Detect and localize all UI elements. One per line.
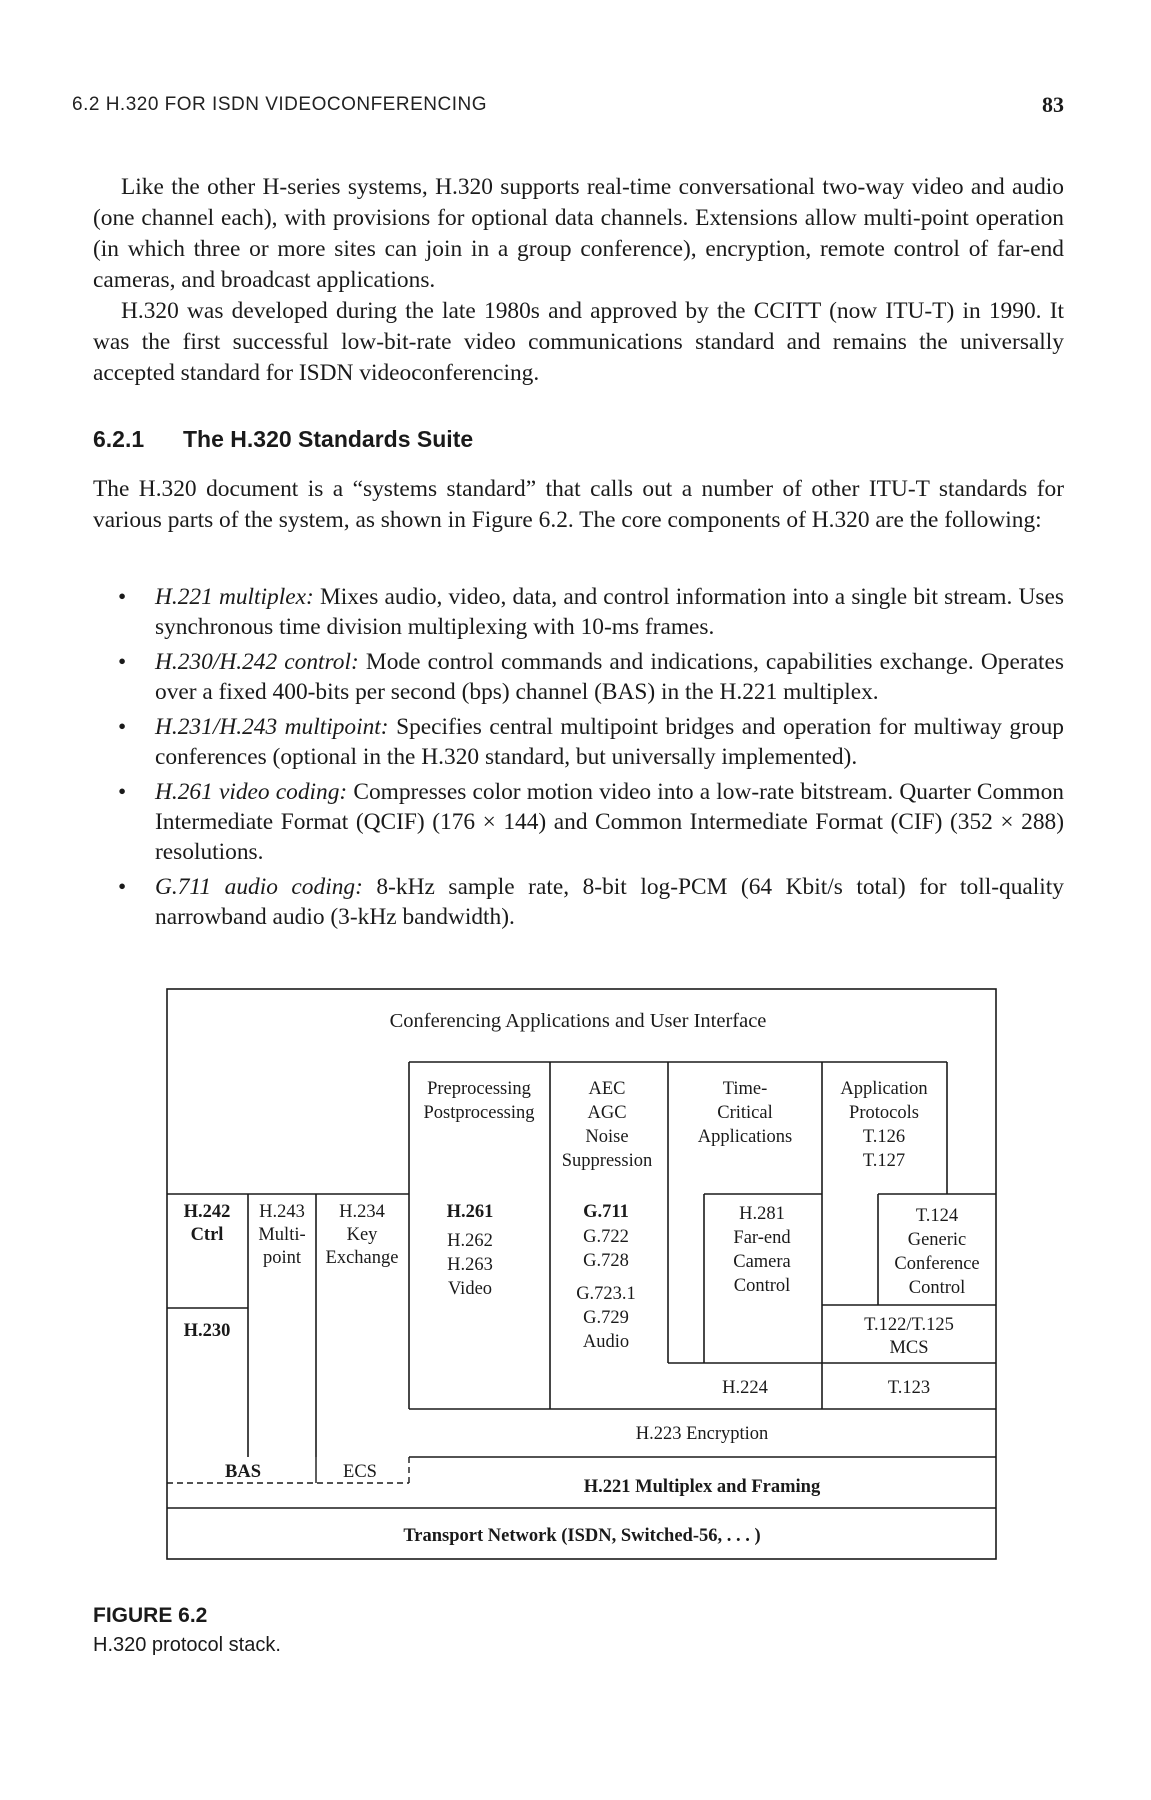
bullet-text: Compresses color motion video into a low-rate bitstream. Quarter Common Intermediate Format (QCIF) (176 × 144) and Common Intermediate Format (CIF) (352 × 288) resolutions. (155, 779, 1064, 865)
t122-label: T.122/T.125 (864, 1315, 954, 1335)
bullet-term: H.261 video coding: (155, 779, 348, 805)
time-critical-label-3: Applications (697, 1127, 793, 1147)
t123-label: T.123 (887, 1378, 931, 1398)
running-head-title: 6.2 H.320 FOR ISDN VIDEOCONFERENCING (72, 94, 487, 115)
list-item: • G.711 audio coding: 8-kHz sample rate, 8-bit log-PCM (64 Kbit/s total) for toll-quality narrowband audio (3-kHz bandwidth). (118, 874, 1064, 930)
far-end-label: Far-end (733, 1228, 791, 1248)
t124-control-label: Control (908, 1278, 966, 1298)
ctrl-label: Ctrl (190, 1225, 224, 1245)
paragraph-1: Like the other H-series systems, H.320 supports real-time conversational two-way video and audio (one channel each), with provisions for optional data channels. Extensions allow multi-point operation (in which three or more sites can join in a group conference), encryption, remote control of far-end cameras, and broadcast applications. (93, 174, 1064, 293)
bullet-term: H.221 multiplex: (155, 584, 314, 610)
time-critical-label-2: Critical (717, 1103, 773, 1123)
section-number: 6.2.1 (93, 426, 145, 452)
h223-label: H.223 Encryption (635, 1424, 769, 1444)
point-label: point (262, 1248, 302, 1268)
g7231-label: G.723.1 (576, 1284, 636, 1304)
multi-label: Multi- (258, 1225, 306, 1245)
audio-label: Audio (582, 1332, 630, 1352)
h230-label: H.230 (183, 1321, 231, 1341)
app-protocols-label-1: Application (840, 1079, 928, 1099)
paragraph-2: H.320 was developed during the late 1980s and approved by the CCITT (now ITU-T) in 1990. It was the first successful low-bit-rate video communications standard and remains the universally accepted standard for ISDN videoconferencing. (93, 298, 1064, 386)
h243-label: H.243 (259, 1202, 305, 1222)
h262-label: H.262 (447, 1231, 493, 1251)
h242-label: H.242 (183, 1202, 231, 1222)
ecs-label: ECS (343, 1462, 377, 1482)
h261-label: H.261 (446, 1202, 494, 1222)
bullet-term: H.230/H.242 control: (155, 649, 359, 675)
h224-label: H.224 (722, 1378, 768, 1398)
g729-label: G.729 (583, 1308, 629, 1328)
t126-label: T.126 (862, 1127, 906, 1147)
bullet-term: G.711 audio coding: (155, 874, 363, 900)
bullet-text: Mode control commands and indications, capabilities exchange. Operates over a fixed 400-bits per second (bps) channel (BAS) in the H.221 multiplex. (155, 649, 1064, 705)
figure-caption: H.320 protocol stack. (93, 1634, 281, 1656)
bullet-term: H.231/H.243 multipoint: (155, 714, 389, 740)
g728-label: G.728 (583, 1251, 629, 1271)
exchange-label: Exchange (325, 1248, 399, 1268)
video-label: Video (447, 1279, 493, 1299)
t127-label: T.127 (862, 1151, 906, 1171)
conference-label: Conference (894, 1254, 980, 1274)
app-protocols-label-2: Protocols (849, 1103, 919, 1123)
page-number: 83 (1042, 92, 1064, 117)
h234-label: H.234 (339, 1202, 385, 1222)
h221-label: H.221 Multiplex and Framing (583, 1477, 821, 1497)
control-label: Control (733, 1276, 791, 1296)
bullet-text: Specifies central multipoint bridges and operation for multiway group conferences (optional in the H.320 standard, but universally implemented). (155, 714, 1064, 770)
mcs-label: MCS (889, 1338, 929, 1358)
camera-label: Camera (733, 1252, 791, 1272)
agc-label: AGC (587, 1103, 627, 1123)
diagram-frame (167, 989, 996, 1559)
time-critical-label-1: Time- (722, 1079, 768, 1099)
noise-label: Noise (585, 1127, 629, 1147)
h263-label: H.263 (447, 1255, 493, 1275)
key-label: Key (346, 1225, 378, 1245)
g722-label: G.722 (583, 1227, 629, 1247)
bas-label: BAS (225, 1462, 261, 1482)
list-item: • H.221 multiplex: Mixes audio, video, data, and control information into a single bit stream. Uses synchronous time division multiplexing with 10-ms frames. (118, 584, 1064, 640)
list-item: • H.231/H.243 multipoint: Specifies central multipoint bridges and operation for multiway group conferences (optional in the H.320 standard, but universally implemented). (118, 714, 1064, 770)
preprocessing-label: Preprocessing (427, 1079, 531, 1099)
t124-label: T.124 (915, 1206, 959, 1226)
postprocessing-label: Postprocessing (423, 1103, 535, 1123)
generic-label: Generic (907, 1230, 967, 1250)
section-intro: The H.320 document is a “systems standard” that calls out a number of other ITU-T standards for various parts of the system, as shown in Figure 6.2. The core components of H.320 are the following: (93, 476, 1064, 533)
bullet-text: Mixes audio, video, data, and control information into a single bit stream. Uses synchronous time division multiplexing with 10-ms frames. (155, 584, 1064, 640)
h281-label: H.281 (739, 1204, 785, 1224)
section-title: The H.320 Standards Suite (183, 426, 474, 452)
bullet-text: 8-kHz sample rate, 8-bit log-PCM (64 Kbit/s total) for toll-quality narrowband audio (3-kHz bandwidth). (155, 874, 1064, 930)
suppression-label: Suppression (561, 1151, 653, 1171)
list-item: • H.261 video coding: Compresses color motion video into a low-rate bitstream. Quarter Common Intermediate Format (QCIF) (176 × 144) and Common Intermediate Format (CIF) (352 × 288) resolutions. (118, 779, 1064, 865)
list-item: • H.230/H.242 control: Mode control commands and indications, capabilities exchange. Operates over a fixed 400-bits per second (bps) channel (BAS) in the H.221 multiplex. (118, 649, 1064, 705)
aec-label: AEC (588, 1079, 626, 1099)
g711-label: G.711 (583, 1202, 629, 1222)
figure-label: FIGURE 6.2 (93, 1604, 208, 1627)
diagram-top-label: Conferencing Applications and User Interface (389, 1010, 767, 1032)
transport-label: Transport Network (ISDN, Switched-56, . . . ) (403, 1526, 761, 1546)
